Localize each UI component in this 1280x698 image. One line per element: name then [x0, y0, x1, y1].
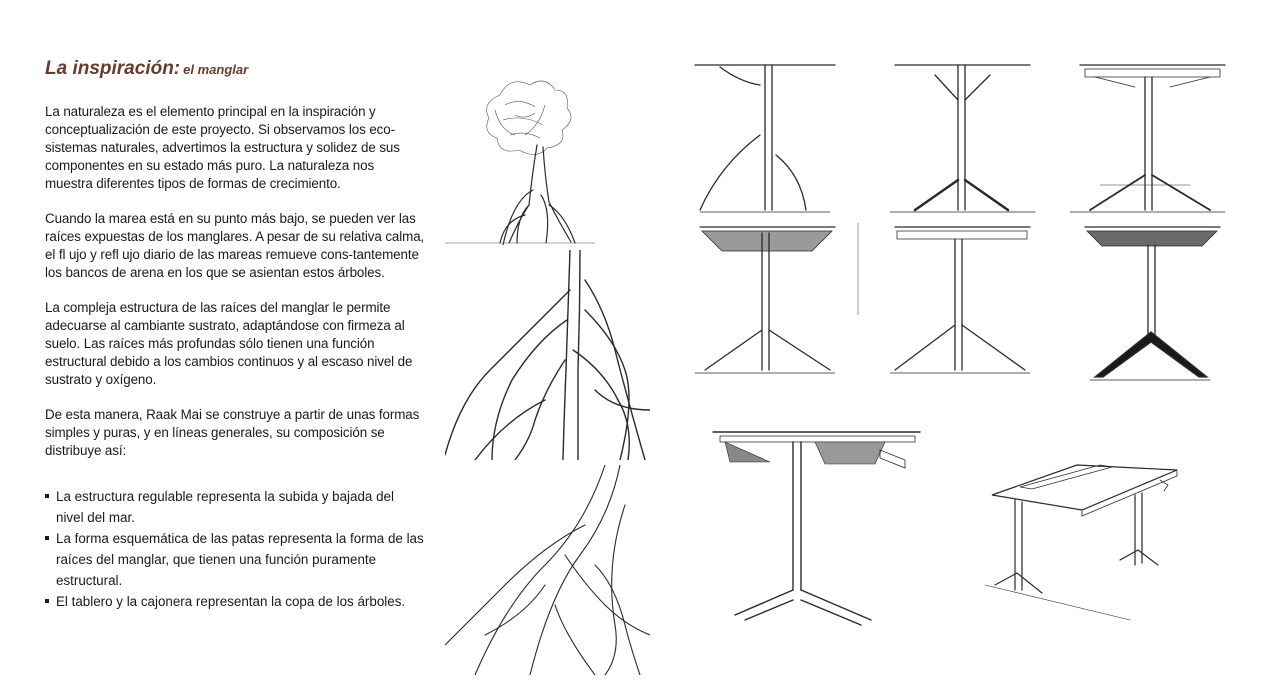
mangrove-roots-closeup-sketch	[445, 465, 650, 675]
bullet-item: La forma esquemática de las patas representa la forma de las raíces del manglar, que tienen una función puramente estructural.	[45, 528, 425, 591]
page-title	[45, 46, 425, 81]
mangrove-tree-sketch	[445, 65, 595, 245]
table-concept-sketch	[890, 65, 1035, 212]
title-main: La inspiración:	[45, 58, 181, 79]
table-perspective-sketch	[980, 455, 1200, 630]
paragraph-intro: La naturaleza es el elemento principal en la inspiración y conceptualización de este proyecto. Si observamos los eco-sistemas naturales, advertimos la estructura y solidez de sus componentes en su estado más puro. La naturaleza nos muestra diferentes tipos de formas de crecimiento.	[45, 104, 400, 192]
text-column	[45, 46, 425, 612]
bullet-list	[45, 486, 425, 612]
paragraph-tide: Cuando la marea está en su punto más bajo, se pueden ver las raíces expuestas de los manglares. A pesar de su relativa calma, el fl ujo y refl ujo diario de las mareas remueve cons-tantemente los bancos de arena en los que se asientan estos árboles.	[45, 211, 425, 281]
bullet-item: El tablero y la cajonera representan la copa de los árboles.	[45, 591, 425, 612]
table-concept-sketch	[890, 227, 1030, 373]
table-concept-sketch	[695, 65, 835, 212]
title-subtitle: el manglar	[183, 62, 249, 77]
table-concept-sketch	[695, 227, 835, 373]
table-concept-sketch	[1085, 227, 1220, 380]
table-concepts-grid	[690, 55, 1230, 385]
bullet-item: La estructura regulable representa la subida y bajada del nivel del mar.	[45, 486, 425, 528]
paragraph-composition: De esta manera, Raak Mai se construye a partir de unas formas simples y puras, y en líneas generales, su composición se distribuye así:	[45, 407, 420, 459]
table-front-view-sketch	[705, 420, 940, 640]
paragraph-roots: La compleja estructura de las raíces del manglar le permite adecuarse al cambiante sustrato, adaptándose con firmeza al suelo. Las raíces más profundas sólo tienen una función estructural debido a los cambios continuos y al escaso nivel de sustrato y oxígeno.	[45, 300, 413, 388]
mangrove-roots-sketch	[445, 250, 650, 460]
table-concept-sketch	[1070, 65, 1225, 212]
